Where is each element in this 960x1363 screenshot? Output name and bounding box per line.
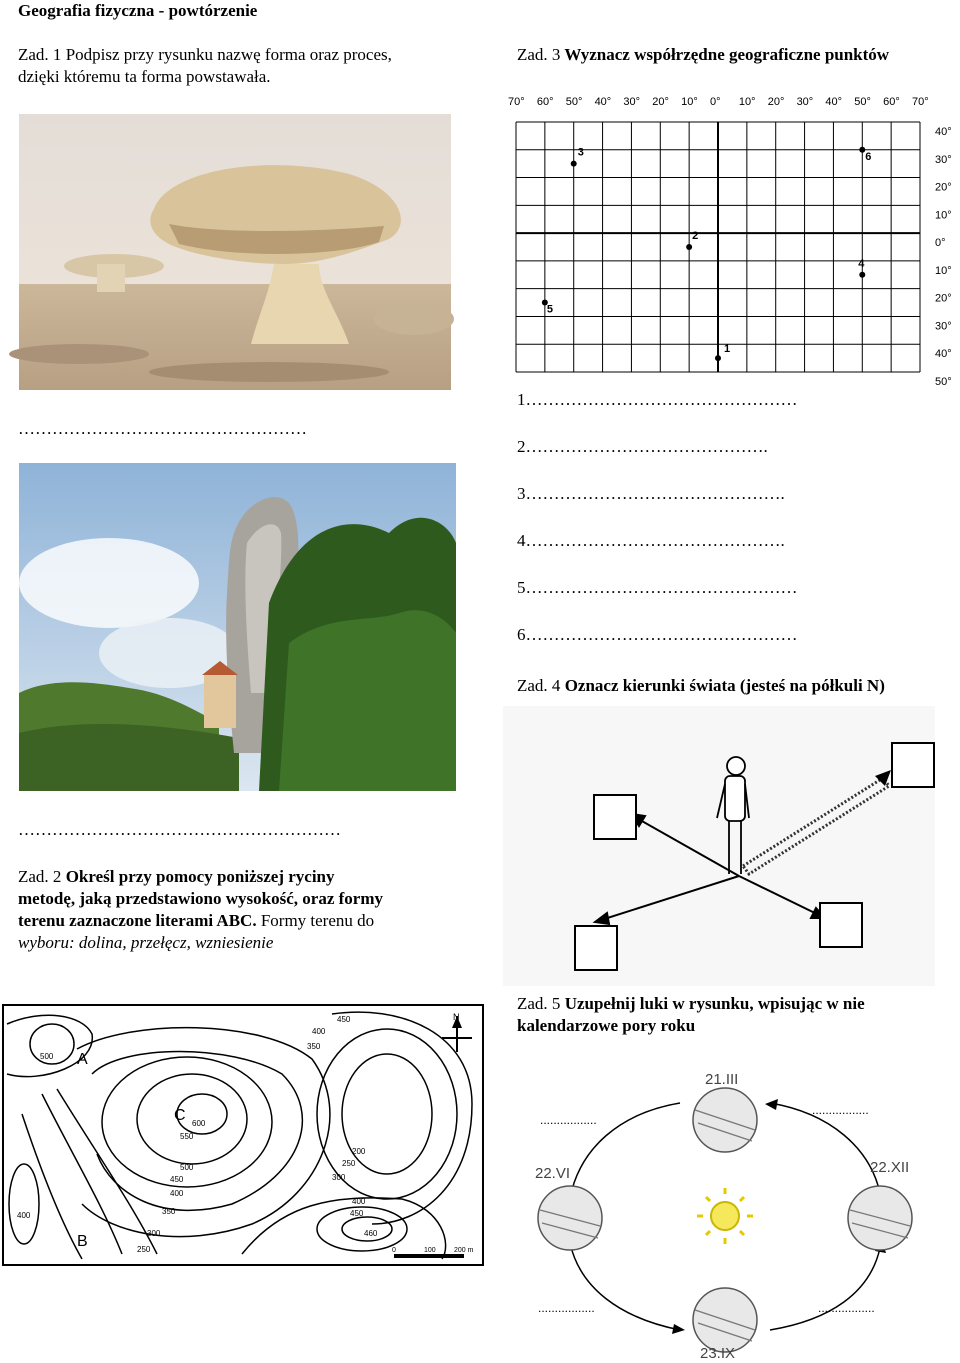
direction-box-nw[interactable] — [593, 794, 637, 840]
contour-map — [2, 1004, 484, 1266]
grid-point-4 — [859, 272, 865, 278]
latitude-label: 50° — [935, 376, 952, 388]
latitude-label: 0° — [935, 237, 946, 250]
zad5-label: Zad. 5 — [517, 994, 561, 1013]
date-september: 23.IX — [700, 1345, 736, 1362]
season-blank-1: ................. — [540, 1113, 597, 1127]
seasons-figure — [530, 1068, 920, 1362]
date-june: 22.VI — [535, 1165, 571, 1182]
latitude-label: 20° — [935, 181, 952, 194]
direction-box-ne[interactable] — [891, 742, 935, 788]
latitude-label: 30° — [935, 153, 952, 166]
zad5-instruction — [517, 993, 957, 1037]
zad3-answer-3[interactable]: 3………………………………………. — [517, 484, 785, 503]
zad3-text: Wyznacz współrzędne geograficzne punktów — [560, 45, 890, 64]
svg-text:500: 500 — [40, 1052, 54, 1061]
svg-text:250: 250 — [342, 1159, 356, 1168]
longitude-label: 0° — [710, 96, 721, 108]
zad3-label: Zad. 3 — [517, 45, 561, 64]
latitude-label: 10° — [935, 264, 952, 277]
grid-point-label: 3 — [577, 146, 584, 159]
longitude-label: 40° — [825, 96, 843, 108]
svg-text:400: 400 — [170, 1189, 184, 1198]
rock-pillar-photo — [19, 463, 456, 791]
svg-text:550: 550 — [180, 1132, 194, 1141]
latitude-label: 30° — [935, 320, 952, 333]
zad2-line4: wyboru: dolina, przełęcz, wzniesienie — [18, 933, 274, 952]
zad2-line2: metodę, jaką przedstawiono wysokość, oraz formy — [18, 889, 383, 908]
svg-text:N: N — [453, 1012, 460, 1022]
longitude-label: 60° — [883, 96, 900, 108]
svg-text:460: 460 — [364, 1229, 378, 1238]
svg-text:200: 200 — [352, 1147, 366, 1156]
svg-text:250: 250 — [137, 1245, 151, 1254]
longitude-label: 70° — [912, 96, 929, 108]
longitude-label: 10° — [681, 96, 698, 108]
zad1-label: Zad. 1 — [18, 45, 62, 64]
zad2-line3: terenu zaznaczone literami ABC. — [18, 911, 257, 930]
page-title: Geografia fizyczna - powtórzenie — [18, 1, 258, 20]
grid-point-2 — [686, 244, 692, 250]
zad3-answer-1[interactable]: 1………………………………………… — [517, 390, 798, 409]
grid-point-label: 6 — [865, 150, 872, 163]
longitude-label: 70° — [508, 96, 525, 108]
zad3-answers — [517, 389, 798, 671]
svg-text:400: 400 — [312, 1027, 326, 1036]
map-letter-a: A — [77, 1051, 88, 1068]
svg-text:450: 450 — [170, 1175, 184, 1184]
svg-text:100: 100 — [424, 1247, 436, 1254]
longitude-label: 20° — [652, 96, 669, 108]
date-march: 21.III — [705, 1071, 739, 1088]
direction-box-sw[interactable] — [574, 925, 618, 971]
latitude-label: 40° — [935, 348, 952, 361]
zad1-instruction — [18, 44, 478, 88]
latitude-label: 10° — [935, 209, 952, 222]
svg-text:400: 400 — [17, 1211, 31, 1220]
zad1-text-line2: dzięki któremu ta forma powstawała. — [18, 67, 271, 86]
longitude-label: 40° — [594, 96, 612, 108]
svg-text:350: 350 — [307, 1042, 321, 1051]
grid-point-label: 1 — [724, 343, 731, 356]
grid-point-3 — [571, 161, 577, 167]
grid-point-label: 5 — [546, 303, 553, 316]
zad4-label: Zad. 4 — [517, 676, 561, 695]
mushroom-rock-photo — [19, 114, 451, 390]
zad1-text-line1: Podpisz przy rysunku nazwę forma oraz proces, — [61, 45, 392, 64]
longitude-label: 30° — [623, 96, 641, 108]
zad3-answer-4[interactable]: 4………………………………………. — [517, 531, 785, 550]
longitude-label: 30° — [796, 96, 814, 108]
zad5-line1: Uzupełnij luki w rysunku, wpisując w nie — [560, 994, 865, 1013]
svg-text:350: 350 — [162, 1207, 176, 1216]
zad2-label: Zad. 2 — [18, 867, 62, 886]
grid-point-label: 2 — [692, 230, 699, 242]
season-blank-3: ................. — [538, 1301, 595, 1315]
zad3-instruction — [517, 44, 957, 66]
grid-point-1 — [715, 355, 721, 361]
svg-text:450: 450 — [350, 1209, 364, 1218]
map-letter-b: B — [77, 1233, 88, 1250]
longitude-label: 50° — [565, 96, 583, 108]
coordinate-grid — [506, 90, 960, 388]
zad3-answer-5[interactable]: 5………………………………………… — [517, 578, 798, 597]
longitude-label: 60° — [536, 96, 554, 108]
latitude-label: 20° — [935, 292, 952, 305]
season-blank-2: ................. — [812, 1103, 869, 1117]
svg-text:500: 500 — [180, 1163, 194, 1172]
directions-figure — [503, 706, 935, 986]
latitude-label: 40° — [935, 126, 952, 138]
longitude-label: 10° — [738, 96, 756, 108]
svg-text:200 m: 200 m — [454, 1247, 474, 1254]
zad3-answer-6[interactable]: 6………………………………………… — [517, 625, 798, 644]
sun-icon — [697, 1188, 753, 1244]
zad5-line2: kalendarzowe pory roku — [517, 1016, 696, 1035]
svg-text:0: 0 — [392, 1247, 396, 1254]
map-letter-c: C — [174, 1107, 186, 1124]
direction-box-se[interactable] — [819, 902, 863, 948]
zad3-answer-2[interactable]: 2……………………………………. — [517, 437, 768, 456]
grid-point-label: 4 — [858, 257, 865, 270]
zad4-instruction — [517, 675, 957, 697]
zad2-line3-normal: Formy terenu do — [256, 911, 375, 930]
svg-text:600: 600 — [192, 1119, 206, 1128]
svg-text:300: 300 — [332, 1173, 346, 1182]
svg-text:400: 400 — [352, 1197, 366, 1206]
zad2-line1: Określ przy pomocy poniższej ryciny — [61, 867, 335, 886]
zad1-answer-2[interactable]: ………………………………………………… — [18, 820, 341, 839]
season-blank-4: ................. — [818, 1301, 875, 1315]
person-icon — [717, 757, 749, 874]
svg-text:300: 300 — [147, 1229, 161, 1238]
longitude-label: 20° — [767, 96, 785, 108]
zad2-instruction — [18, 866, 488, 954]
zad4-text: Oznacz kierunki świata (jesteś na półkuli N) — [560, 676, 885, 695]
longitude-label: 50° — [854, 96, 871, 108]
date-december: 22.XII — [870, 1159, 910, 1176]
zad1-answer-1[interactable]: …………………………………………… — [18, 419, 307, 438]
svg-text:450: 450 — [337, 1015, 351, 1024]
